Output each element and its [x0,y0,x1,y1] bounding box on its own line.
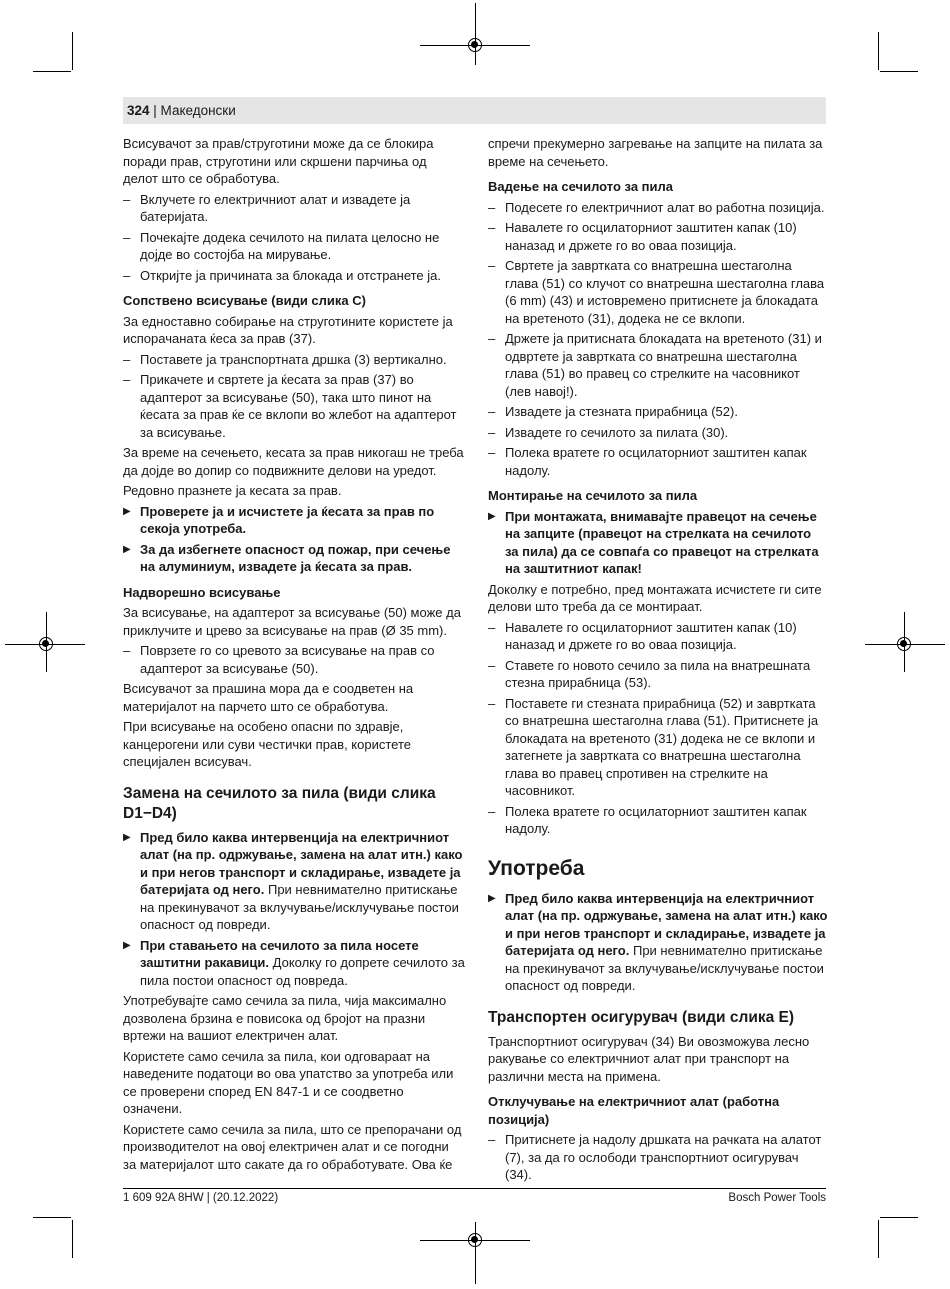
list-item: – Навалете го осцилаторниот заштитен капак (10) наназад и држете го во оваа позиција. [488,619,828,654]
chapter-title: Употреба [488,856,585,880]
section-heading: Сопствено всисување (види слика C) [123,293,366,308]
warning-text: За да избегнете опасност од пожар, при сечење на алуминиум, извадете ја ќесата за прав. [140,541,451,574]
list-item: – Притиснете ја надолу дршката на рачката на алатот (7), за да го ослободи транспортниот осигурувач (34). [488,1131,828,1184]
paragraph: спречи прекумерно загревање на запците на пилата за време на сечењето. [488,136,823,169]
warning-bold: Пред било каква интервенција на електричниот алат (на пр. одржување, замена на алат итн.) како и при негов транспорт и складирање, извадете ја батеријата од него. [140,829,463,897]
warning-text: Проверете ја и исчистете ја ќесата за прав по секоја употреба. [140,503,435,536]
warning-item [123,829,465,934]
warning-item [123,937,465,990]
paragraph: Користете само сечила за пила, што се препорачани од производителот на овој електричен алат и се погодни за материјалот што сакате да го обработувате. Ова ќе [123,1121,462,1172]
warning-bold: При ставањето на сечилото за пила носете заштитни ракавици. [140,937,419,970]
warning-item [123,541,465,576]
footer-brand: Bosch Power Tools [728,1192,826,1204]
section-title: Замена на сечилото за пила (види слика D1−D4) [123,784,436,822]
list-item: – Свртете ја завртката со внатрешна шестаголна глава (51) со клучот со внатрешна шестаголна глава (6 mm) (43) и истовремено притиснете ја блокадата на вретеното (31), додека не се вклопи. [488,257,828,327]
crop-mark [878,1220,879,1258]
list-item: – Поставете ги стезната прирабница (52) и завртката со внатрешна шестаголна глава (51). Притиснете ја блокадата на вретеното (31) додека не се вклопи и затегнете ја завртката со внатрешна шестаголна глава во правец спротивен на стрелките на часовникот. [488,695,828,800]
header-language: Македонски [160,103,236,118]
paragraph: Всисувачот за прав/струготини може да се блокира поради прав, струготини или скршени парчиња од делот што се обработува. [123,136,434,186]
registration-target-icon [468,1233,482,1247]
crop-mark [72,32,73,70]
crop-mark [33,1217,71,1218]
header-text: 324 | Македонски [127,103,236,118]
paragraph: Редовно празнете ја кесата за прав. [123,483,342,498]
list-item: – Подесете го електричниот алат во работна позиција. [488,199,828,217]
paragraph: Транспортниот осигурувач (34) Ви овозможува лесно ракување со електричниот алат при транспорт на различни места на примена. [488,1033,810,1084]
section-title: Транспортен осигурувач (види слика E) [488,1008,795,1026]
paragraph: Користете само сечила за пила, кои одговараат на наведените податоци во ова упатство за употреба или се проверени според EN 847-1 и се соодветно означени. [123,1048,454,1116]
warning-rest: При невнимателно притискање на прекинувачот за вклучување/исклучување постои опасност од повреди. [505,943,824,993]
crop-mark [878,32,879,70]
section-heading: Монтирање на сечилото за пила [488,488,698,503]
list-item: – Вклучете го електричниот алат и извадете ја батеријата. [123,191,465,226]
list-item: – Извадете ја стезната прирабница (52). [488,403,828,421]
paragraph: Всисувачот за прашина мора да е соодветен на материјалот на парчето што се обработува. [123,681,414,714]
list-item: – Држете ја притисната блокадата на вретеното (31) и одвртете ја завртката со внатрешна шестаголна глава (51) во правец со стрелките на часовникот (лев навој!). [488,330,828,400]
crop-mark [880,1217,918,1218]
list-item: – Полека вратете го осцилаторниот заштитен капак надолу. [488,444,828,479]
paragraph: За време на сечењето, кесата за прав никогаш не треба да дојде во допир со подвижните делови на уредот. [123,445,464,478]
warning-text: При монтажата, внимавајте правецот на сечење на запците (правецот на стрелката на сечилото за пила) да се совпаѓа со правецот на стрелката на заштитниот капак! [505,508,819,576]
list-item: – Навалете го осцилаторниот заштитен капак (10) наназад и држете го во оваа позиција. [488,219,828,254]
section-heading: Вадење на сечилото за пила [488,179,674,194]
section-heading: Надворешно всисување [123,584,281,600]
page-number: 324 [127,103,150,118]
paragraph: Употребувајте само сечила за пила, чија максимално дозволена брзина е повисока од бројот на празни вртежи на вашиот електричен алат. [123,993,447,1043]
registration-line [475,1222,476,1284]
paragraph: Доколку е потребно, пред монтажата исчистете ги сите делови што треба да се монтираат. [488,581,822,614]
paragraph: За всисување, на адаптерот за всисување (50) може да приклучите и црево за всисување на прав (Ø 35 mm). [123,605,461,638]
crop-mark [880,71,918,72]
warning-item [488,890,828,995]
registration-target-icon [468,38,482,52]
list-item: – Извадете го сечилото за пилата (30). [488,424,828,442]
list-item: – Прикачете и свртете ја ќесата за прав (37) во адаптерот за всисување (50), така што пинот на ќесата за прав ќе се вклопи во жлебот на адаптерот за всисување. [123,371,465,441]
warning-rest: Доколку го допрете сечилото за пила постои опасност од повреда. [140,955,465,988]
footer-rule [123,1188,826,1189]
page-header [123,97,826,124]
warning-bold: Пред било каква интервенција на електричниот алат (на пр. одржување, замена на алат итн.) како и при негов транспорт и складирање, извадете ја батеријата од него. [505,890,828,958]
warning-item [123,503,465,538]
crop-mark [72,1220,73,1258]
left-column [123,135,465,1176]
list-item: – Поврзете го со цревото за всисување на прав со адаптерот за всисување (50). [123,642,465,677]
list-item: – Полека вратете го осцилаторниот заштитен капак надолу. [488,803,828,838]
list-item: – Почекајте додека сечилото на пилата целосно не дојде во состојба на мирување. [123,229,465,264]
warning-item [488,508,828,578]
list-item: – Ставете го новото сечило за пила на внатрешната стезна прирабница (53). [488,657,828,692]
warning-rest: При невнимателно притискање на прекинувачот за вклучување/исклучување постои опасност од повреди. [140,882,459,932]
footer-doc-code: 1 609 92A 8HW | (20.12.2022) [123,1192,279,1204]
section-heading: Отклучување на електричниот алат (работна позиција) [488,1094,780,1127]
registration-target-icon [39,637,53,651]
crop-mark [33,71,71,72]
paragraph: При всисување на особено опасни по здравје, канцерогени или суви честички прав, користете специјален всисувач. [123,719,411,769]
registration-target-icon [897,637,911,651]
list-item: – Поставете ја транспортната дршка (3) вертикално. [123,351,465,369]
list-item: – Откријте ја причината за блокада и отстранете ја. [123,267,465,285]
paragraph: За едноставно собирање на струготините користете ја испорачаната ќеса за прав (37). [123,313,453,346]
registration-line [475,3,476,65]
right-column [488,135,828,1187]
